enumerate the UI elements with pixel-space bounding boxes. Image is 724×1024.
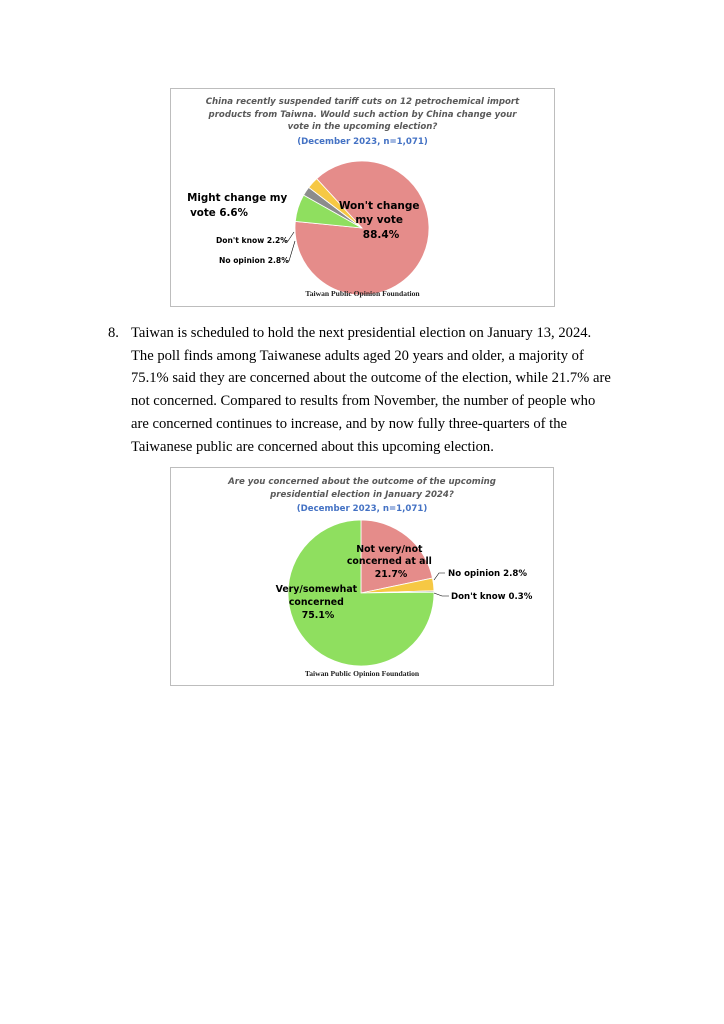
pie-chart-1 (171, 89, 554, 306)
chart-title-line: products from Taiwna. Would such action by China change your (208, 109, 517, 120)
paragraph-line: not concerned. Compared to results from November, the number of people who (131, 393, 596, 410)
label-not-concerned-line: Not very/not (356, 544, 423, 555)
paragraph-line: Taiwanese public are concerned about this upcoming election. (131, 438, 494, 455)
chart-vote-change (170, 88, 555, 307)
paragraph-line: are concerned continues to increase, and by now fully three-quarters of the (131, 415, 568, 432)
chart-subtitle: (December 2023, n=1,071) (296, 504, 428, 514)
chart-election-concern (170, 467, 554, 686)
label-no-opinion: No opinion 2.8% (448, 569, 528, 579)
paragraph-8 (108, 322, 628, 458)
chart-subtitle: (December 2023, n=1,071) (297, 137, 428, 147)
leader-line-no-opinion (434, 573, 445, 580)
label-not-concerned-line: concerned at all (346, 556, 432, 567)
chart-source: Taiwan Public Opinion Foundation (305, 289, 420, 298)
paragraph-number: 8. (108, 325, 119, 341)
label-might-change (187, 192, 291, 219)
label-wont-change-value: 88.4% (362, 229, 400, 241)
chart-source: Taiwan Public Opinion Foundation (304, 669, 420, 678)
paragraph-text (131, 322, 628, 458)
chart-title-line: presidential election in January 2024? (270, 489, 454, 500)
label-dont-know: Don't know 2.2% (216, 236, 288, 245)
chart-title-line: vote in the upcoming election? (287, 122, 438, 132)
label-wont-change-line: Won't change (338, 200, 420, 212)
label-concerned-value: 75.1% (301, 610, 335, 621)
pie-chart-2 (171, 468, 553, 685)
label-concerned-line: concerned (288, 597, 344, 608)
label-might-change-line: Might change my (187, 192, 288, 204)
chart-title-line: China recently suspended tariff cuts on 12 petrochemical import (205, 97, 520, 107)
label-might-change-value: vote 6.6% (190, 207, 248, 219)
leader-line-dont-know (434, 593, 449, 596)
label-no-opinion: No opinion 2.8% (219, 256, 289, 265)
label-concerned-line: Very/somewhat (275, 584, 358, 595)
paragraph-line: 75.1% said they are concerned about the outcome of the election, while 21.7% are (131, 370, 611, 387)
label-wont-change-line: my vote (355, 214, 403, 226)
paragraph-line: Taiwan is scheduled to hold the next presidential election on January 13, 2024. (131, 325, 592, 341)
paragraph-line: The poll finds among Taiwanese adults aged 20 years and older, a majority of (131, 347, 584, 364)
label-not-concerned-value: 21.7% (374, 569, 408, 580)
chart-title-line: Are you concerned about the outcome of the upcoming (228, 477, 496, 487)
label-dont-know: Don't know 0.3% (451, 592, 533, 602)
